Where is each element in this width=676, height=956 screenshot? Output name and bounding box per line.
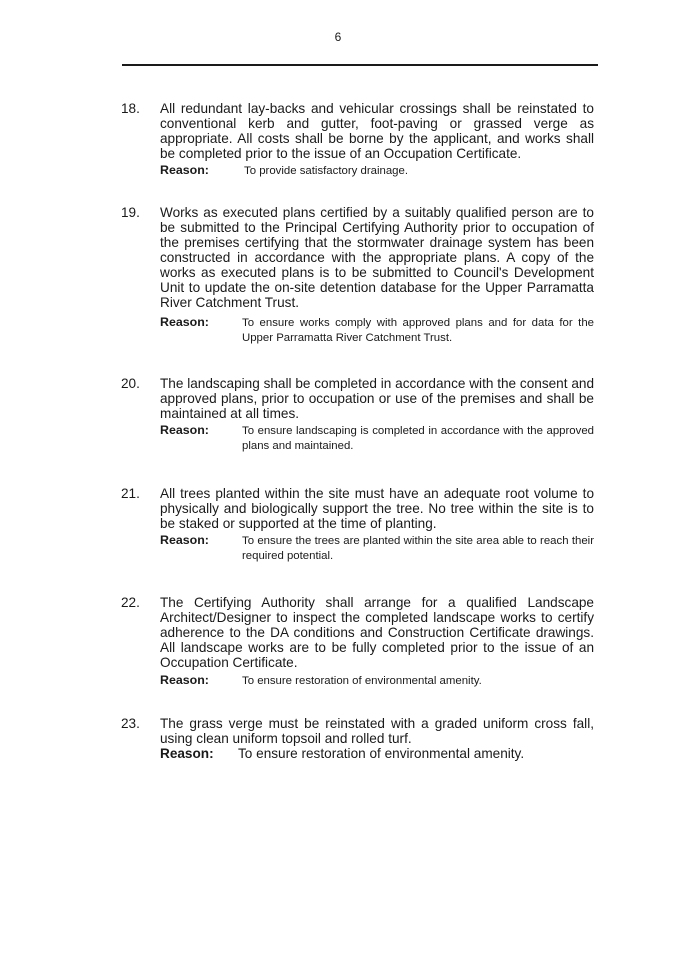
- reason-label: Reason:: [160, 533, 209, 547]
- header-rule: [122, 64, 598, 66]
- reason-text: To ensure landscaping is completed in accordance with the approved plans and maintained.: [242, 425, 594, 452]
- condition-text: All trees planted within the site must have an adequate root volume to physically and biologically support the tree. No tree within the site is to be staked or supported at the time of planting.: [160, 486, 594, 531]
- reason-label: Reason:: [160, 163, 209, 177]
- page-number: 6: [334, 30, 342, 44]
- condition-number: 19.: [121, 205, 140, 220]
- condition-text: The landscaping shall be completed in accordance with the consent and approved plans, prior to occupation or use of the premises and shall be maintained at all times.: [160, 376, 594, 421]
- reason-label: Reason:: [160, 746, 214, 761]
- condition-number: 23.: [121, 716, 140, 731]
- condition-text: All redundant lay-backs and vehicular crossings shall be reinstated to conventional kerb and gutter, foot-paving or grassed verge as appropriate. All costs shall be borne by the applicant, and works shall be completed prior to the issue of an Occupation Certificate.: [160, 101, 594, 161]
- condition-number: 18.: [121, 101, 140, 116]
- reason-label: Reason:: [160, 423, 209, 437]
- condition-number: 20.: [121, 376, 140, 391]
- reason-text: To ensure the trees are planted within the site area able to reach their required potential.: [242, 535, 594, 562]
- condition-number: 22.: [121, 595, 140, 610]
- reason-text: To provide satisfactory drainage.: [244, 165, 408, 177]
- reason-text: To ensure restoration of environmental amenity.: [238, 746, 525, 761]
- condition-text: The Certifying Authority shall arrange for a qualified Landscape Architect/Designer to inspect the completed landscape works to certify adherence to the DA conditions and Construction Certificate drawings. All landscape works are to be fully completed prior to the issue of an Occupation Certificate.: [160, 595, 594, 670]
- reason-text: To ensure works comply with approved plans and for data for the Upper Parramatta River Catchment Trust.: [242, 317, 594, 344]
- condition-text: The grass verge must be reinstated with a graded uniform cross fall, using clean uniform topsoil and rolled turf.: [160, 716, 594, 746]
- reason-text: To ensure restoration of environmental amenity.: [242, 675, 482, 687]
- reason-label: Reason:: [160, 315, 209, 329]
- condition-text: Works as executed plans certified by a suitably qualified person are to be submitted to the Principal Certifying Authority prior to occupation of the premises certifying that the stormwater drainage system has been constructed in accordance with the appropriate plans. A copy of the works as executed plans is to be submitted to Council's Development Unit to update the on-site detention database for the Upper Parramatta River Catchment Trust.: [160, 205, 594, 310]
- reason-label: Reason:: [160, 673, 209, 687]
- condition-number: 21.: [121, 486, 140, 501]
